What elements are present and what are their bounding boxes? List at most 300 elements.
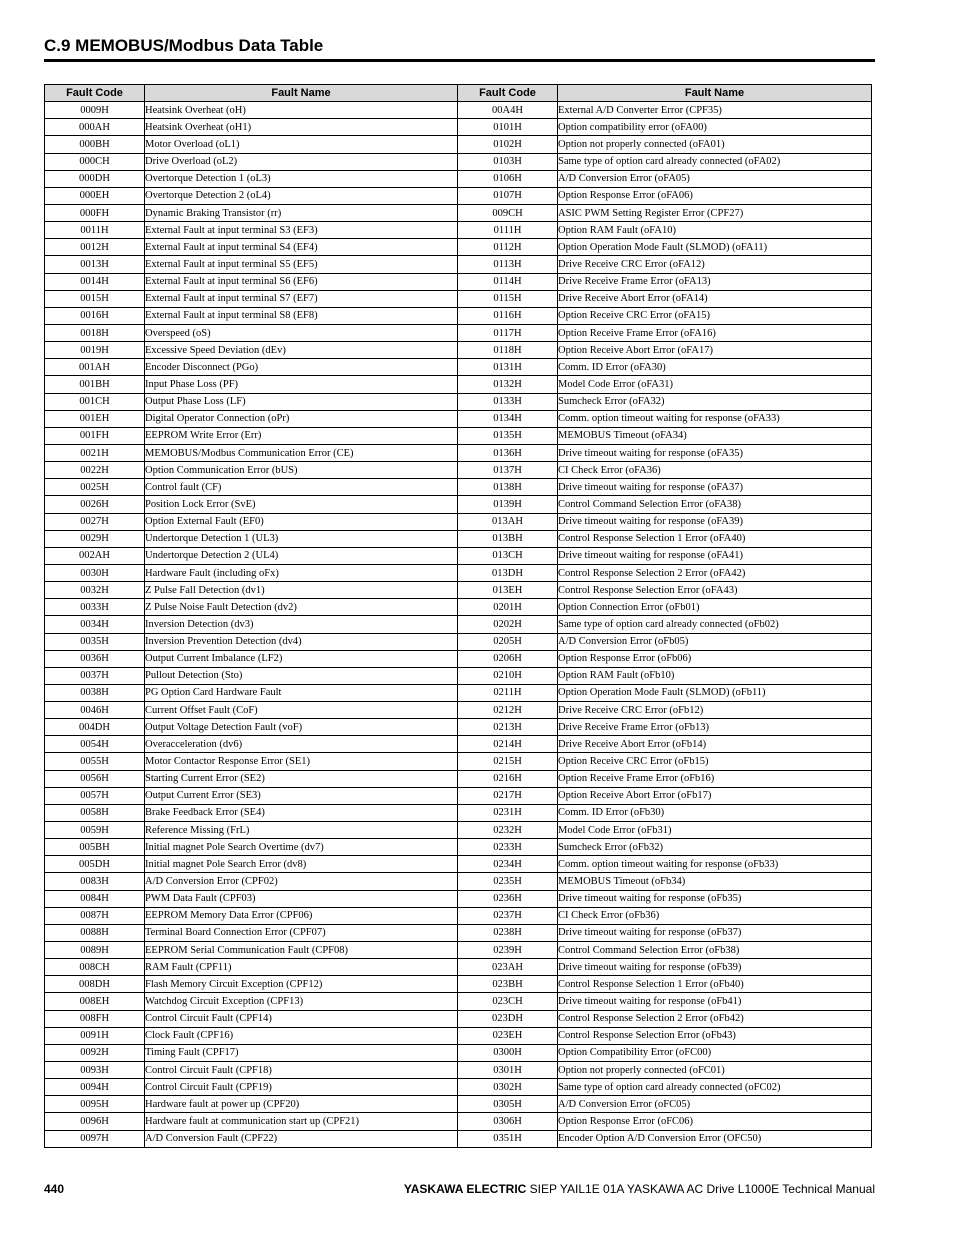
- fault-name-cell-left: Control Circuit Fault (CPF18): [145, 1062, 458, 1079]
- fault-code-cell-right: 0138H: [458, 479, 558, 496]
- fault-name-cell-right: Option Connection Error (oFb01): [558, 599, 872, 616]
- table-row: [45, 530, 872, 547]
- fault-name-cell-right: Model Code Error (oFA31): [558, 376, 872, 393]
- fault-name-cell-left: Position Lock Error (SvE): [145, 496, 458, 513]
- fault-code-cell-right: 0133H: [458, 393, 558, 410]
- fault-name-cell-left: Initial magnet Pole Search Overtime (dv7): [145, 839, 458, 856]
- fault-name-cell-left: Motor Overload (oL1): [145, 136, 458, 153]
- fault-name-cell-left: Output Current Error (SE3): [145, 787, 458, 804]
- fault-code-cell-right: 0115H: [458, 290, 558, 307]
- fault-code-cell-left: 0059H: [45, 822, 145, 839]
- table-row: [45, 976, 872, 993]
- table-row: [45, 856, 872, 873]
- fault-name-cell-right: ASIC PWM Setting Register Error (CPF27): [558, 204, 872, 221]
- table-row: [45, 736, 872, 753]
- fault-code-cell-left: 000EH: [45, 187, 145, 204]
- fault-code-cell-left: 0038H: [45, 684, 145, 701]
- section-title: C.9 MEMOBUS/Modbus Data Table: [44, 36, 324, 55]
- fault-name-cell-left: Undertorque Detection 2 (UL4): [145, 547, 458, 564]
- fault-name-cell-left: Drive Overload (oL2): [145, 153, 458, 170]
- fault-code-cell-right: 0112H: [458, 239, 558, 256]
- fault-name-cell-left: Inversion Detection (dv3): [145, 616, 458, 633]
- fault-code-cell-right: 0211H: [458, 684, 558, 701]
- fault-name-cell-left: Hardware fault at communication start up (CPF21): [145, 1113, 458, 1130]
- fault-code-cell-left: 0097H: [45, 1130, 145, 1147]
- fault-code-cell-right: 0306H: [458, 1113, 558, 1130]
- fault-name-cell-left: Z Pulse Noise Fault Detection (dv2): [145, 599, 458, 616]
- fault-code-cell-right: 009CH: [458, 204, 558, 221]
- fault-code-cell-right: 0300H: [458, 1044, 558, 1061]
- table-row: [45, 907, 872, 924]
- fault-name-cell-left: Excessive Speed Deviation (dEv): [145, 342, 458, 359]
- fault-code-cell-left: 002AH: [45, 547, 145, 564]
- fault-name-cell-right: Control Response Selection 2 Error (oFA42): [558, 564, 872, 581]
- fault-code-cell-left: 0056H: [45, 770, 145, 787]
- fault-name-cell-left: External Fault at input terminal S4 (EF4): [145, 239, 458, 256]
- table-row: [45, 616, 872, 633]
- fault-name-cell-left: Overtorque Detection 1 (oL3): [145, 170, 458, 187]
- fault-code-cell-left: 0018H: [45, 324, 145, 341]
- fault-name-cell-left: External Fault at input terminal S8 (EF8): [145, 307, 458, 324]
- fault-code-table: [44, 84, 872, 1148]
- fault-name-cell-left: Hardware fault at power up (CPF20): [145, 1096, 458, 1113]
- fault-name-cell-left: EEPROM Serial Communication Fault (CPF08): [145, 942, 458, 959]
- table-row: [45, 393, 872, 410]
- fault-name-cell-right: Option Receive Abort Error (oFb17): [558, 787, 872, 804]
- fault-code-cell-right: 0302H: [458, 1079, 558, 1096]
- fault-name-cell-left: Terminal Board Connection Error (CPF07): [145, 924, 458, 941]
- fault-name-cell-left: Z Pulse Fall Detection (dv1): [145, 582, 458, 599]
- fault-code-cell-left: 008EH: [45, 993, 145, 1010]
- fault-code-cell-left: 0025H: [45, 479, 145, 496]
- table-row: [45, 890, 872, 907]
- fault-code-cell-right: 0135H: [458, 427, 558, 444]
- fault-name-cell-right: Drive Receive Frame Error (oFA13): [558, 273, 872, 290]
- table-row: [45, 1113, 872, 1130]
- fault-name-cell-left: RAM Fault (CPF11): [145, 959, 458, 976]
- fault-code-cell-right: 013AH: [458, 513, 558, 530]
- fault-name-cell-right: External A/D Converter Error (CPF35): [558, 102, 872, 119]
- fault-code-cell-right: 0118H: [458, 342, 558, 359]
- fault-name-cell-left: Output Phase Loss (LF): [145, 393, 458, 410]
- table-row: [45, 633, 872, 650]
- fault-code-cell-right: 023DH: [458, 1010, 558, 1027]
- table-row: [45, 993, 872, 1010]
- fault-code-cell-right: 0217H: [458, 787, 558, 804]
- fault-code-cell-left: 000AH: [45, 119, 145, 136]
- fault-name-cell-left: Output Current Imbalance (LF2): [145, 650, 458, 667]
- fault-name-cell-right: Option Operation Mode Fault (SLMOD) (oFb11): [558, 684, 872, 701]
- fault-code-cell-left: 0026H: [45, 496, 145, 513]
- fault-code-cell-left: 0055H: [45, 753, 145, 770]
- fault-name-cell-right: A/D Conversion Error (oFb05): [558, 633, 872, 650]
- fault-code-cell-right: 0214H: [458, 736, 558, 753]
- fault-code-cell-right: 0201H: [458, 599, 558, 616]
- fault-name-cell-left: Overspeed (oS): [145, 324, 458, 341]
- fault-name-cell-left: A/D Conversion Error (CPF02): [145, 873, 458, 890]
- fault-code-cell-left: 0084H: [45, 890, 145, 907]
- table-row: [45, 136, 872, 153]
- table-row: [45, 204, 872, 221]
- fault-name-cell-right: Drive Receive Abort Error (oFb14): [558, 736, 872, 753]
- fault-name-cell-right: A/D Conversion Error (oFC05): [558, 1096, 872, 1113]
- fault-code-cell-left: 0092H: [45, 1044, 145, 1061]
- table-row: [45, 924, 872, 941]
- fault-name-cell-right: Control Response Selection Error (oFA43): [558, 582, 872, 599]
- fault-name-cell-left: Clock Fault (CPF16): [145, 1027, 458, 1044]
- fault-code-cell-left: 000DH: [45, 170, 145, 187]
- table-row: [45, 753, 872, 770]
- table-row: [45, 359, 872, 376]
- table-row: [45, 1130, 872, 1147]
- fault-name-cell-right: Drive Receive Frame Error (oFb13): [558, 719, 872, 736]
- fault-name-cell-left: Encoder Disconnect (PGo): [145, 359, 458, 376]
- fault-code-cell-right: 0238H: [458, 924, 558, 941]
- fault-name-cell-right: Drive timeout waiting for response (oFb37): [558, 924, 872, 941]
- table-header-row: [45, 85, 872, 102]
- fault-name-cell-left: Option External Fault (EF0): [145, 513, 458, 530]
- table-row: [45, 153, 872, 170]
- title-rule: [44, 59, 875, 62]
- fault-code-cell-right: 0103H: [458, 153, 558, 170]
- fault-name-cell-left: Overtorque Detection 2 (oL4): [145, 187, 458, 204]
- table-row: [45, 479, 872, 496]
- table-row: [45, 547, 872, 564]
- table-row: [45, 684, 872, 701]
- fault-name-cell-right: Control Response Selection Error (oFb43): [558, 1027, 872, 1044]
- table-row: [45, 942, 872, 959]
- table-row: [45, 462, 872, 479]
- fault-name-cell-right: Drive timeout waiting for response (oFb41): [558, 993, 872, 1010]
- fault-name-cell-right: Option Compatibility Error (oFC00): [558, 1044, 872, 1061]
- table-row: [45, 222, 872, 239]
- fault-code-cell-right: 0237H: [458, 907, 558, 924]
- table-row: [45, 410, 872, 427]
- fault-code-cell-left: 0083H: [45, 873, 145, 890]
- fault-name-cell-left: Undertorque Detection 1 (UL3): [145, 530, 458, 547]
- footer-manual-info: [404, 1182, 875, 1196]
- footer-brand: YASKAWA ELECTRIC: [403, 1182, 527, 1196]
- footer-manual-title: SIEP YAIL1E 01A YASKAWA AC Drive L1000E Technical Manual: [529, 1182, 875, 1196]
- fault-name-cell-right: Comm. option timeout waiting for response (oFb33): [558, 856, 872, 873]
- fault-code-cell-left: 004DH: [45, 719, 145, 736]
- table-row: [45, 1079, 872, 1096]
- fault-code-cell-right: 013BH: [458, 530, 558, 547]
- fault-code-cell-right: 0236H: [458, 890, 558, 907]
- fault-code-cell-left: 0013H: [45, 256, 145, 273]
- table-row: [45, 119, 872, 136]
- fault-code-cell-right: 0137H: [458, 462, 558, 479]
- table-row: [45, 513, 872, 530]
- table-row: [45, 650, 872, 667]
- fault-name-cell-right: Option Receive Frame Error (oFb16): [558, 770, 872, 787]
- fault-code-cell-left: 0096H: [45, 1113, 145, 1130]
- table-row: [45, 564, 872, 581]
- fault-name-cell-right: Comm. option timeout waiting for response (oFA33): [558, 410, 872, 427]
- fault-name-cell-left: Inversion Prevention Detection (dv4): [145, 633, 458, 650]
- fault-name-cell-left: Heatsink Overheat (oH): [145, 102, 458, 119]
- fault-code-cell-right: 0136H: [458, 444, 558, 461]
- fault-name-cell-right: Option Receive CRC Error (oFb15): [558, 753, 872, 770]
- fault-code-cell-left: 0046H: [45, 702, 145, 719]
- fault-code-cell-left: 0033H: [45, 599, 145, 616]
- table-row: [45, 1096, 872, 1113]
- fault-name-cell-right: Drive Receive CRC Error (oFA12): [558, 256, 872, 273]
- fault-code-cell-left: 005BH: [45, 839, 145, 856]
- fault-name-cell-right: Comm. ID Error (oFA30): [558, 359, 872, 376]
- fault-name-cell-left: External Fault at input terminal S3 (EF3): [145, 222, 458, 239]
- fault-code-cell-right: 0210H: [458, 667, 558, 684]
- table-row: [45, 1010, 872, 1027]
- fault-name-cell-right: Option Response Error (oFb06): [558, 650, 872, 667]
- fault-code-cell-left: 0014H: [45, 273, 145, 290]
- fault-name-cell-left: A/D Conversion Fault (CPF22): [145, 1130, 458, 1147]
- table-row: [45, 959, 872, 976]
- fault-code-cell-right: 00A4H: [458, 102, 558, 119]
- fault-code-cell-right: 0113H: [458, 256, 558, 273]
- fault-code-cell-right: 023EH: [458, 1027, 558, 1044]
- fault-name-cell-right: Option RAM Fault (oFb10): [558, 667, 872, 684]
- fault-name-cell-left: EEPROM Memory Data Error (CPF06): [145, 907, 458, 924]
- table-row: [45, 719, 872, 736]
- fault-name-cell-right: Option Receive CRC Error (oFA15): [558, 307, 872, 324]
- fault-code-cell-left: 0054H: [45, 736, 145, 753]
- fault-code-cell-right: 0101H: [458, 119, 558, 136]
- fault-name-cell-right: Option Response Error (oFA06): [558, 187, 872, 204]
- fault-name-cell-right: Option Receive Abort Error (oFA17): [558, 342, 872, 359]
- table-row: [45, 273, 872, 290]
- table-row: [45, 324, 872, 341]
- page-number: 440: [44, 1182, 65, 1196]
- fault-name-cell-left: EEPROM Write Error (Err): [145, 427, 458, 444]
- fault-name-cell-right: Option Operation Mode Fault (SLMOD) (oFA11): [558, 239, 872, 256]
- fault-name-cell-left: External Fault at input terminal S5 (EF5): [145, 256, 458, 273]
- fault-name-cell-left: MEMOBUS/Modbus Communication Error (CE): [145, 444, 458, 461]
- fault-name-cell-left: Control Circuit Fault (CPF19): [145, 1079, 458, 1096]
- fault-code-cell-right: 0139H: [458, 496, 558, 513]
- fault-code-cell-left: 0089H: [45, 942, 145, 959]
- fault-code-cell-right: 023CH: [458, 993, 558, 1010]
- fault-code-cell-right: 0134H: [458, 410, 558, 427]
- table-row: [45, 1044, 872, 1061]
- fault-code-cell-left: 0094H: [45, 1079, 145, 1096]
- fault-code-cell-left: 001EH: [45, 410, 145, 427]
- fault-code-cell-left: 0035H: [45, 633, 145, 650]
- fault-name-cell-right: Sumcheck Error (oFb32): [558, 839, 872, 856]
- fault-name-cell-left: Hardware Fault (including oFx): [145, 564, 458, 581]
- fault-code-cell-right: 0107H: [458, 187, 558, 204]
- fault-name-cell-left: Motor Contactor Response Error (SE1): [145, 753, 458, 770]
- fault-name-cell-right: Control Response Selection 1 Error (oFb40): [558, 976, 872, 993]
- fault-code-cell-left: 005DH: [45, 856, 145, 873]
- fault-name-cell-left: Timing Fault (CPF17): [145, 1044, 458, 1061]
- table-row: [45, 170, 872, 187]
- fault-name-cell-right: Same type of option card already connected (oFA02): [558, 153, 872, 170]
- fault-code-cell-right: 0213H: [458, 719, 558, 736]
- fault-name-cell-left: Control fault (CF): [145, 479, 458, 496]
- fault-code-cell-left: 0030H: [45, 564, 145, 581]
- fault-name-cell-left: Option Communication Error (bUS): [145, 462, 458, 479]
- fault-name-cell-left: Output Voltage Detection Fault (voF): [145, 719, 458, 736]
- table-row: [45, 582, 872, 599]
- fault-code-cell-right: 013EH: [458, 582, 558, 599]
- table-row: [45, 239, 872, 256]
- fault-name-cell-right: Drive timeout waiting for response (oFA41): [558, 547, 872, 564]
- fault-name-cell-right: CI Check Error (oFb36): [558, 907, 872, 924]
- fault-code-cell-right: 0235H: [458, 873, 558, 890]
- fault-name-cell-left: Current Offset Fault (CoF): [145, 702, 458, 719]
- fault-code-cell-left: 0087H: [45, 907, 145, 924]
- fault-code-cell-left: 0015H: [45, 290, 145, 307]
- fault-code-cell-left: 0036H: [45, 650, 145, 667]
- table-row: [45, 873, 872, 890]
- fault-code-cell-left: 0095H: [45, 1096, 145, 1113]
- fault-code-cell-right: 013CH: [458, 547, 558, 564]
- table-row: [45, 342, 872, 359]
- fault-code-cell-right: 0301H: [458, 1062, 558, 1079]
- fault-code-cell-right: 0239H: [458, 942, 558, 959]
- fault-name-cell-left: Digital Operator Connection (oPr): [145, 410, 458, 427]
- fault-name-cell-left: Starting Current Error (SE2): [145, 770, 458, 787]
- fault-code-cell-left: 001BH: [45, 376, 145, 393]
- fault-code-cell-right: 0114H: [458, 273, 558, 290]
- table-row: [45, 376, 872, 393]
- fault-code-cell-left: 0037H: [45, 667, 145, 684]
- fault-code-cell-left: 0088H: [45, 924, 145, 941]
- fault-code-cell-left: 001AH: [45, 359, 145, 376]
- fault-code-cell-left: 0012H: [45, 239, 145, 256]
- fault-name-cell-right: Control Command Selection Error (oFA38): [558, 496, 872, 513]
- table-row: [45, 1027, 872, 1044]
- fault-name-cell-left: Watchdog Circuit Exception (CPF13): [145, 993, 458, 1010]
- fault-code-cell-right: 0215H: [458, 753, 558, 770]
- header-fault-name-left: Fault Name: [145, 85, 458, 102]
- fault-code-cell-right: 0202H: [458, 616, 558, 633]
- fault-code-cell-right: 0234H: [458, 856, 558, 873]
- fault-name-cell-right: MEMOBUS Timeout (oFA34): [558, 427, 872, 444]
- fault-name-cell-right: Option compatibility error (oFA00): [558, 119, 872, 136]
- table-body: [45, 102, 872, 1148]
- fault-code-cell-left: 008CH: [45, 959, 145, 976]
- table-row: [45, 702, 872, 719]
- fault-code-cell-left: 0016H: [45, 307, 145, 324]
- fault-name-cell-right: Control Response Selection 2 Error (oFb42): [558, 1010, 872, 1027]
- fault-code-cell-left: 0058H: [45, 804, 145, 821]
- fault-code-cell-right: 0111H: [458, 222, 558, 239]
- table-row: [45, 770, 872, 787]
- fault-code-cell-left: 0009H: [45, 102, 145, 119]
- fault-name-cell-right: Comm. ID Error (oFb30): [558, 804, 872, 821]
- fault-code-cell-right: 023BH: [458, 976, 558, 993]
- fault-code-cell-left: 0057H: [45, 787, 145, 804]
- header-fault-code-right: Fault Code: [458, 85, 558, 102]
- table-row: [45, 256, 872, 273]
- fault-name-cell-right: Drive Receive Abort Error (oFA14): [558, 290, 872, 307]
- fault-name-cell-left: Overacceleration (dv6): [145, 736, 458, 753]
- fault-code-cell-left: 0093H: [45, 1062, 145, 1079]
- fault-name-cell-right: Same type of option card already connected (oFb02): [558, 616, 872, 633]
- fault-code-cell-left: 001CH: [45, 393, 145, 410]
- table-row: [45, 1062, 872, 1079]
- fault-code-cell-left: 0022H: [45, 462, 145, 479]
- fault-name-cell-right: Drive timeout waiting for response (oFA35): [558, 444, 872, 461]
- fault-code-cell-left: 0032H: [45, 582, 145, 599]
- fault-code-cell-left: 0011H: [45, 222, 145, 239]
- fault-code-cell-left: 000CH: [45, 153, 145, 170]
- fault-code-cell-left: 0034H: [45, 616, 145, 633]
- fault-name-cell-right: CI Check Error (oFA36): [558, 462, 872, 479]
- fault-code-cell-left: 000FH: [45, 204, 145, 221]
- fault-code-cell-right: 0106H: [458, 170, 558, 187]
- fault-name-cell-right: Model Code Error (oFb31): [558, 822, 872, 839]
- fault-code-cell-right: 023AH: [458, 959, 558, 976]
- fault-name-cell-left: Dynamic Braking Transistor (rr): [145, 204, 458, 221]
- fault-code-cell-right: 0205H: [458, 633, 558, 650]
- fault-code-cell-left: 0027H: [45, 513, 145, 530]
- fault-code-cell-left: 0019H: [45, 342, 145, 359]
- table-row: [45, 307, 872, 324]
- fault-name-cell-right: Option not properly connected (oFC01): [558, 1062, 872, 1079]
- fault-name-cell-right: Control Command Selection Error (oFb38): [558, 942, 872, 959]
- table-row: [45, 290, 872, 307]
- fault-code-cell-right: 0117H: [458, 324, 558, 341]
- table-row: [45, 822, 872, 839]
- table-row: [45, 787, 872, 804]
- fault-name-cell-left: Heatsink Overheat (oH1): [145, 119, 458, 136]
- fault-name-cell-left: External Fault at input terminal S7 (EF7): [145, 290, 458, 307]
- fault-code-cell-right: 0351H: [458, 1130, 558, 1147]
- header-fault-name-right: Fault Name: [558, 85, 872, 102]
- fault-name-cell-right: Option Response Error (oFC06): [558, 1113, 872, 1130]
- fault-name-cell-left: Reference Missing (FrL): [145, 822, 458, 839]
- fault-name-cell-left: Control Circuit Fault (CPF14): [145, 1010, 458, 1027]
- table-row: [45, 102, 872, 119]
- fault-name-cell-left: Flash Memory Circuit Exception (CPF12): [145, 976, 458, 993]
- fault-name-cell-right: Option RAM Fault (oFA10): [558, 222, 872, 239]
- fault-name-cell-right: Drive timeout waiting for response (oFA37): [558, 479, 872, 496]
- table-row: [45, 839, 872, 856]
- fault-code-cell-right: 0233H: [458, 839, 558, 856]
- header-fault-code-left: Fault Code: [45, 85, 145, 102]
- fault-code-cell-left: 008DH: [45, 976, 145, 993]
- fault-code-cell-right: 0102H: [458, 136, 558, 153]
- fault-name-cell-right: Drive timeout waiting for response (oFb39): [558, 959, 872, 976]
- fault-code-cell-right: 0116H: [458, 307, 558, 324]
- fault-name-cell-right: A/D Conversion Error (oFA05): [558, 170, 872, 187]
- table-row: [45, 599, 872, 616]
- fault-code-cell-left: 008FH: [45, 1010, 145, 1027]
- fault-code-cell-left: 0029H: [45, 530, 145, 547]
- fault-name-cell-right: Drive timeout waiting for response (oFb35): [558, 890, 872, 907]
- fault-name-cell-right: Control Response Selection 1 Error (oFA40): [558, 530, 872, 547]
- fault-name-cell-right: Option Receive Frame Error (oFA16): [558, 324, 872, 341]
- fault-code-cell-right: 0132H: [458, 376, 558, 393]
- fault-name-cell-right: MEMOBUS Timeout (oFb34): [558, 873, 872, 890]
- table-row: [45, 444, 872, 461]
- fault-code-cell-right: 0305H: [458, 1096, 558, 1113]
- fault-code-cell-right: 0232H: [458, 822, 558, 839]
- fault-name-cell-right: Same type of option card already connected (oFC02): [558, 1079, 872, 1096]
- fault-name-cell-right: Drive Receive CRC Error (oFb12): [558, 702, 872, 719]
- fault-code-cell-left: 001FH: [45, 427, 145, 444]
- fault-code-cell-left: 0091H: [45, 1027, 145, 1044]
- fault-code-cell-left: 0021H: [45, 444, 145, 461]
- fault-code-cell-left: 000BH: [45, 136, 145, 153]
- fault-code-cell-right: 0206H: [458, 650, 558, 667]
- table-row: [45, 667, 872, 684]
- fault-name-cell-left: PG Option Card Hardware Fault: [145, 684, 458, 701]
- fault-name-cell-left: Brake Feedback Error (SE4): [145, 804, 458, 821]
